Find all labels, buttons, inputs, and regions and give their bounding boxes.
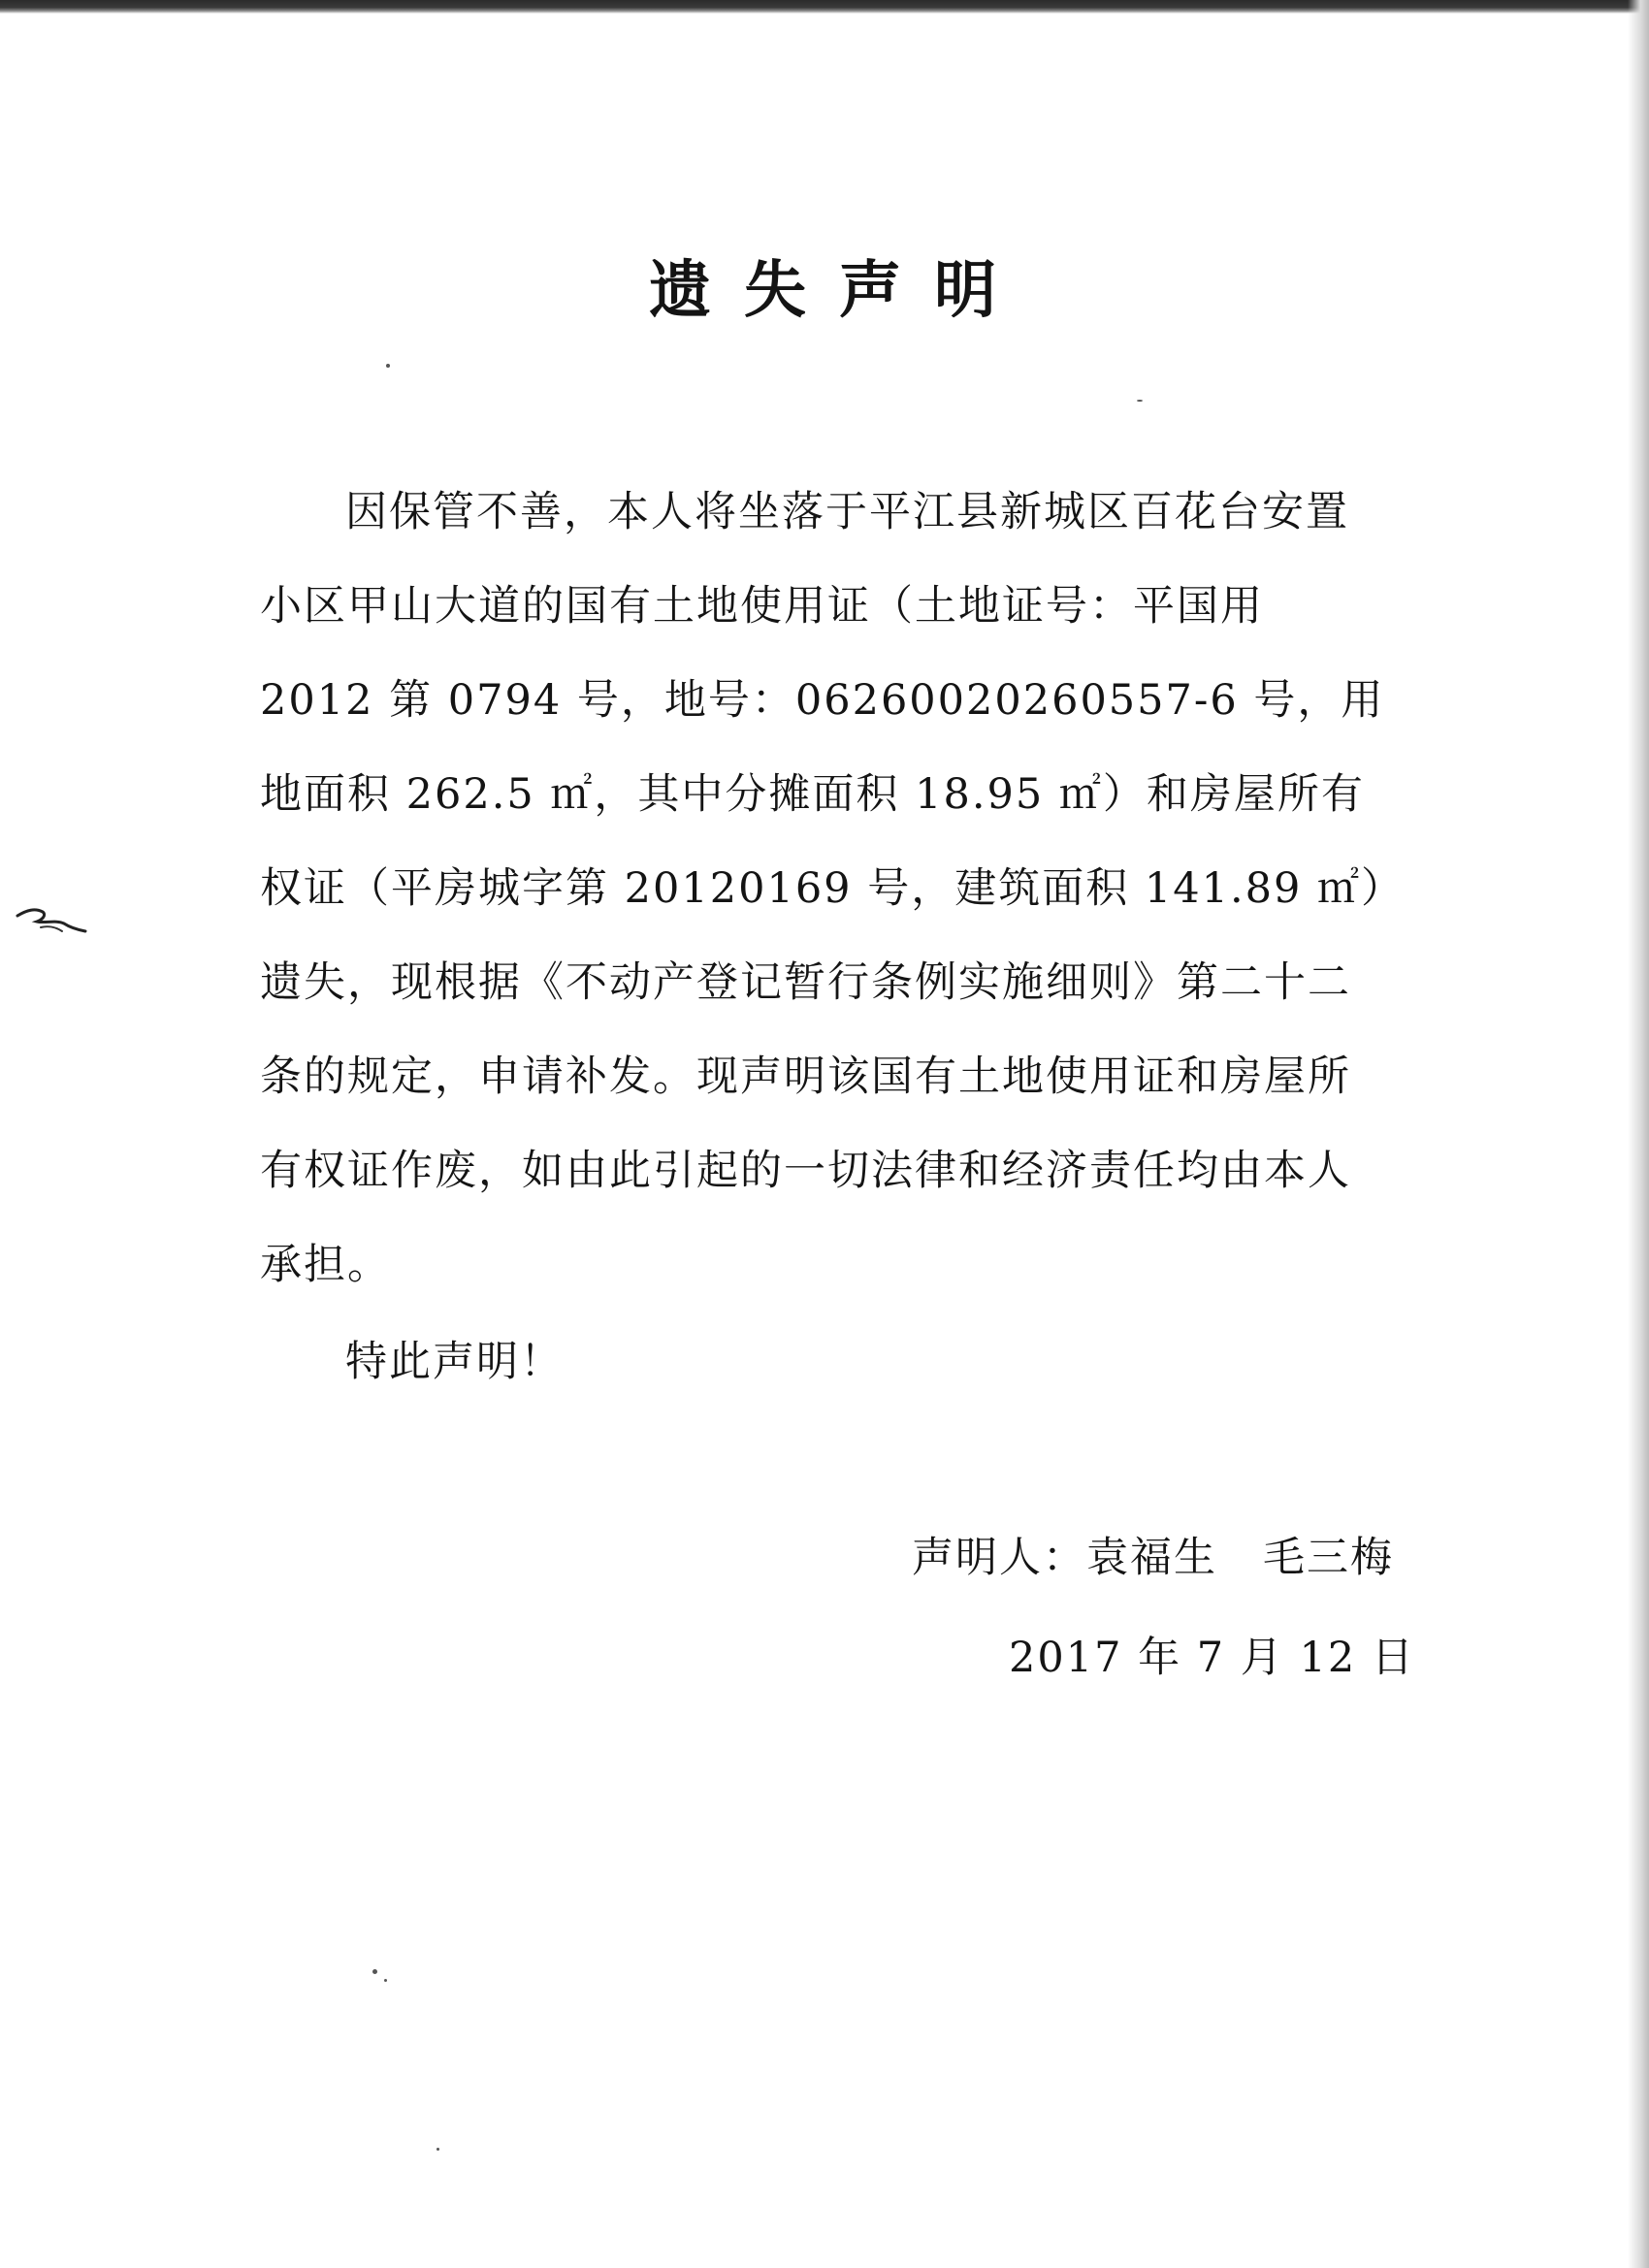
document-body xyxy=(260,466,1385,1409)
body-paragraph: 因保管不善，本人将坐落于平江县新城区百花台安置小区甲山大道的国有土地使用证（土地证号：平国用 2012 第 0794 号，地号：06260020260557-6 号，用地面积 262.5 ㎡，其中分摊面积 18.95 ㎡）和房屋所有权证（平房城字第 20120169 号，建筑面积 141.89 ㎡）遗失，现根据《不动产登记暂行条例实施细则》第二十二条的规定，申请补发。现声明该国有土地使用证和房屋所有权证作废，如由此引起的一切法律和经济责任均由本人承担。 xyxy=(260,488,1385,1289)
scan-speck xyxy=(384,1979,387,1982)
document-date: 2017 年 7 月 12 日 xyxy=(1009,1634,1415,1682)
scan-speck xyxy=(372,1969,377,1974)
scan-speck xyxy=(386,364,390,368)
pen-scribble-mark xyxy=(14,902,91,941)
scan-top-edge xyxy=(0,0,1649,14)
scan-speck xyxy=(436,2148,439,2151)
closing-statement: 特此声明！ xyxy=(345,1338,564,1386)
declarant-signature-line: 声明人：袁福生 毛三梅 xyxy=(912,1534,1395,1582)
scan-right-edge xyxy=(1628,0,1649,2268)
document-title: 遗失声明 xyxy=(649,255,1029,327)
scan-speck xyxy=(1137,400,1143,402)
